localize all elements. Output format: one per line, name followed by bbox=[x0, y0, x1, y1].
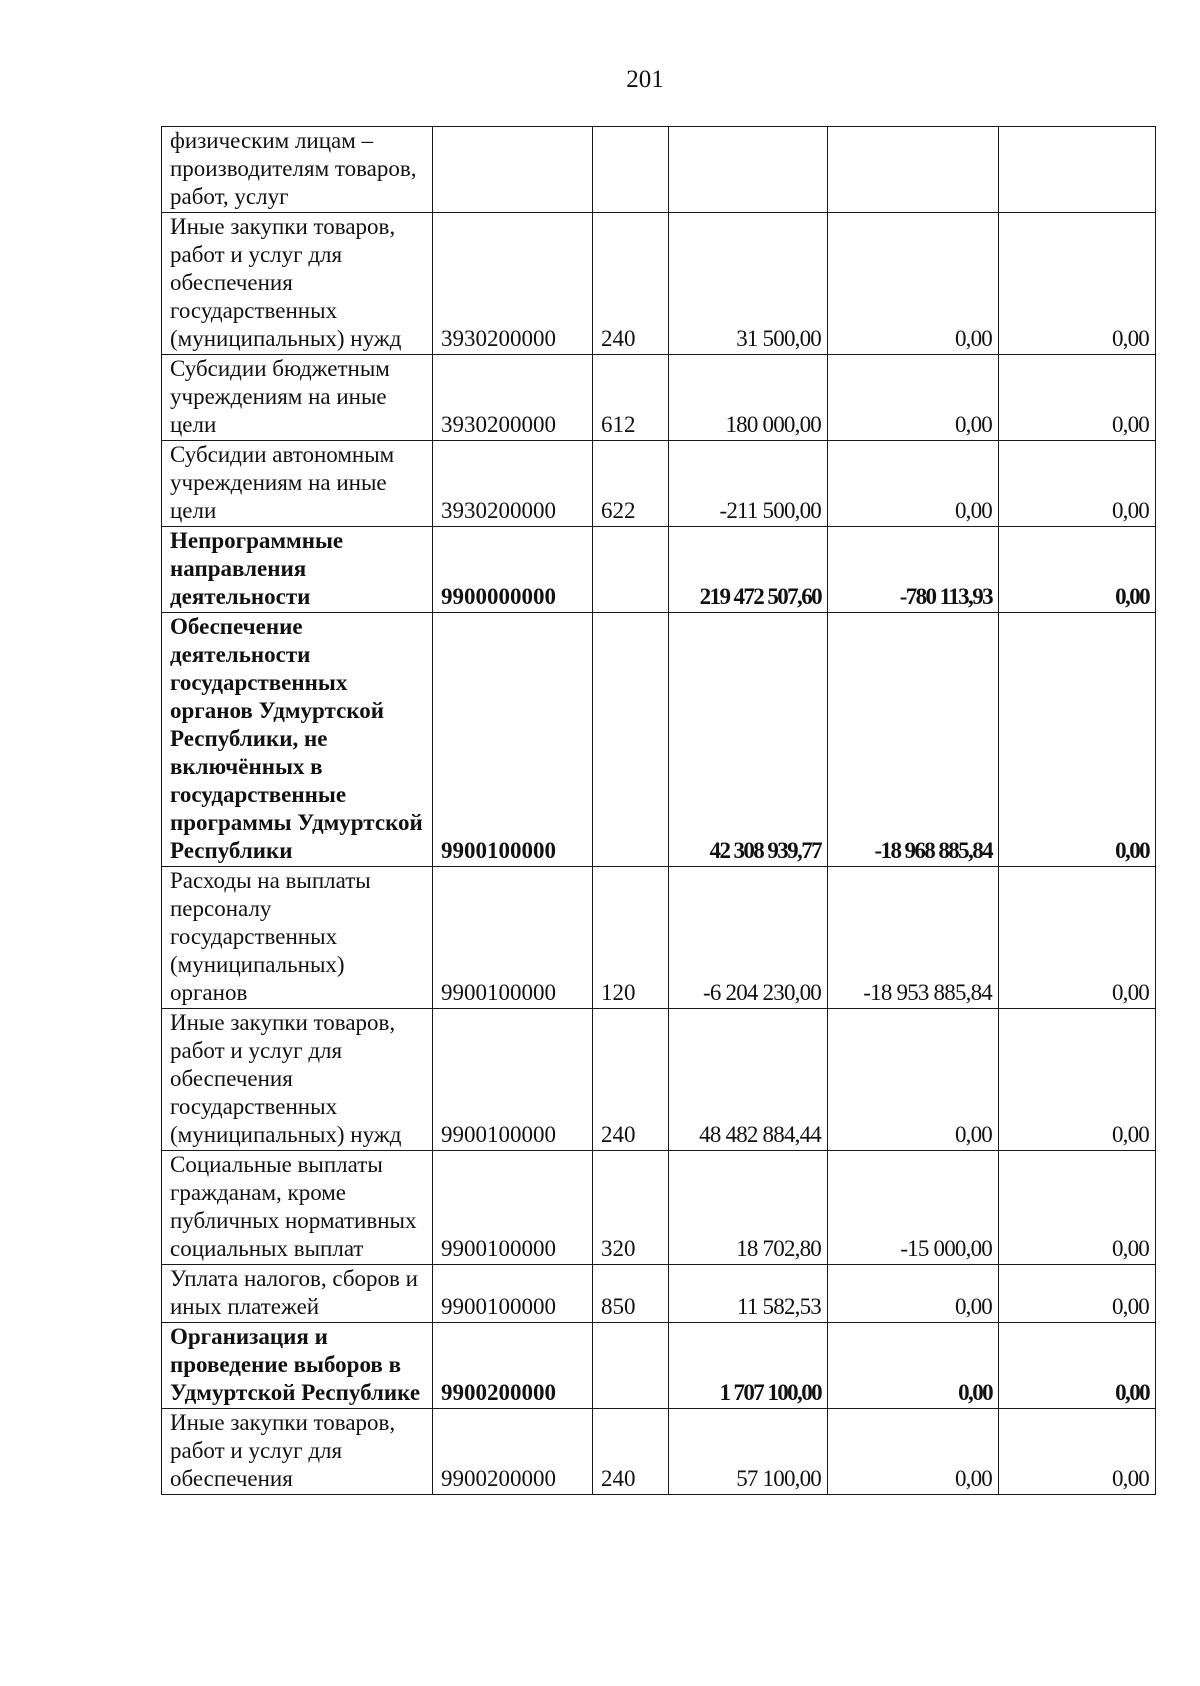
row-expense-type-cell bbox=[593, 527, 669, 613]
table-row bbox=[162, 1009, 1156, 1151]
row-amount-2-cell: -18 968 885,84 bbox=[828, 613, 999, 867]
row-name-cell: Непрограммные направления деятельности bbox=[162, 527, 433, 613]
row-amount-1-cell: 219 472 507,60 bbox=[669, 527, 828, 613]
table-row bbox=[162, 127, 1156, 213]
table-row bbox=[162, 213, 1156, 355]
row-amount-3-cell: 0,00 bbox=[999, 1265, 1156, 1323]
budget-table-body bbox=[162, 127, 1156, 1495]
row-expense-type-cell: 240 bbox=[593, 1009, 669, 1151]
row-amount-1-cell: 1 707 100,00 bbox=[669, 1323, 828, 1409]
row-expense-type-cell: 612 bbox=[593, 355, 669, 441]
row-name-cell: Субсидии бюджетным учреждениям на иные цели bbox=[162, 355, 433, 441]
row-amount-3-cell bbox=[999, 127, 1156, 213]
row-amount-3-cell: 0,00 bbox=[999, 527, 1156, 613]
row-expense-type-cell bbox=[593, 613, 669, 867]
row-amount-3-cell: 0,00 bbox=[999, 213, 1156, 355]
row-name-cell: Социальные выплаты гражданам, кроме публичных нормативных социальных выплат bbox=[162, 1151, 433, 1265]
table-row bbox=[162, 527, 1156, 613]
row-expense-type-cell bbox=[593, 1323, 669, 1409]
row-amount-3-cell: 0,00 bbox=[999, 1151, 1156, 1265]
row-expense-type-cell: 240 bbox=[593, 1409, 669, 1495]
row-code-cell: 9900100000 bbox=[433, 867, 593, 1009]
row-amount-1-cell: 48 482 884,44 bbox=[669, 1009, 828, 1151]
table-row bbox=[162, 441, 1156, 527]
row-expense-type-cell: 120 bbox=[593, 867, 669, 1009]
row-amount-1-cell: 18 702,80 bbox=[669, 1151, 828, 1265]
row-expense-type-cell bbox=[593, 127, 669, 213]
row-amount-2-cell: 0,00 bbox=[828, 1009, 999, 1151]
table-row bbox=[162, 355, 1156, 441]
row-amount-1-cell: 180 000,00 bbox=[669, 355, 828, 441]
row-amount-3-cell: 0,00 bbox=[999, 355, 1156, 441]
row-amount-1-cell bbox=[669, 127, 828, 213]
row-amount-1-cell: 57 100,00 bbox=[669, 1409, 828, 1495]
row-amount-1-cell: -6 204 230,00 bbox=[669, 867, 828, 1009]
row-code-cell: 3930200000 bbox=[433, 355, 593, 441]
row-amount-1-cell: 31 500,00 bbox=[669, 213, 828, 355]
row-name-cell: Иные закупки товаров, работ и услуг для обеспечения bbox=[162, 1409, 433, 1495]
row-amount-3-cell: 0,00 bbox=[999, 1323, 1156, 1409]
row-amount-2-cell: -18 953 885,84 bbox=[828, 867, 999, 1009]
row-amount-2-cell: -780 113,93 bbox=[828, 527, 999, 613]
row-name-cell: Обеспечение деятельности государственных органов Удмуртской Республики, не включённых в государственные программы Удмуртской Республики bbox=[162, 613, 433, 867]
row-code-cell: 9900000000 bbox=[433, 527, 593, 613]
row-amount-3-cell: 0,00 bbox=[999, 1009, 1156, 1151]
row-name-cell: физическим лицам – производителям товаров, работ, услуг bbox=[162, 127, 433, 213]
page-number: 201 bbox=[626, 66, 664, 93]
row-name-cell: Субсидии автономным учреждениям на иные цели bbox=[162, 441, 433, 527]
row-amount-1-cell: 42 308 939,77 bbox=[669, 613, 828, 867]
row-amount-3-cell: 0,00 bbox=[999, 441, 1156, 527]
row-name-cell: Иные закупки товаров, работ и услуг для обеспечения государственных (муниципальных) нужд bbox=[162, 213, 433, 355]
row-code-cell: 9900100000 bbox=[433, 1009, 593, 1151]
row-expense-type-cell: 622 bbox=[593, 441, 669, 527]
table-row bbox=[162, 1409, 1156, 1495]
budget-table bbox=[161, 126, 1156, 1495]
row-name-cell: Организация и проведение выборов в Удмуртской Республике bbox=[162, 1323, 433, 1409]
row-name-cell: Расходы на выплаты персоналу государственных (муниципальных) органов bbox=[162, 867, 433, 1009]
row-amount-2-cell: -15 000,00 bbox=[828, 1151, 999, 1265]
row-amount-3-cell: 0,00 bbox=[999, 613, 1156, 867]
table-row bbox=[162, 1151, 1156, 1265]
table-row bbox=[162, 867, 1156, 1009]
row-code-cell: 9900100000 bbox=[433, 613, 593, 867]
row-amount-3-cell: 0,00 bbox=[999, 867, 1156, 1009]
row-code-cell: 9900200000 bbox=[433, 1409, 593, 1495]
row-amount-1-cell: 11 582,53 bbox=[669, 1265, 828, 1323]
row-amount-2-cell: 0,00 bbox=[828, 1265, 999, 1323]
row-amount-2-cell bbox=[828, 127, 999, 213]
row-code-cell bbox=[433, 127, 593, 213]
table-row bbox=[162, 1323, 1156, 1409]
row-amount-2-cell: 0,00 bbox=[828, 213, 999, 355]
row-expense-type-cell: 240 bbox=[593, 213, 669, 355]
row-amount-2-cell: 0,00 bbox=[828, 1409, 999, 1495]
row-amount-1-cell: -211 500,00 bbox=[669, 441, 828, 527]
row-code-cell: 9900100000 bbox=[433, 1265, 593, 1323]
row-name-cell: Уплата налогов, сборов и иных платежей bbox=[162, 1265, 433, 1323]
row-code-cell: 9900200000 bbox=[433, 1323, 593, 1409]
row-amount-3-cell: 0,00 bbox=[999, 1409, 1156, 1495]
row-expense-type-cell: 850 bbox=[593, 1265, 669, 1323]
row-amount-2-cell: 0,00 bbox=[828, 1323, 999, 1409]
row-code-cell: 3930200000 bbox=[433, 213, 593, 355]
row-code-cell: 3930200000 bbox=[433, 441, 593, 527]
row-code-cell: 9900100000 bbox=[433, 1151, 593, 1265]
row-amount-2-cell: 0,00 bbox=[828, 355, 999, 441]
table-row bbox=[162, 613, 1156, 867]
row-name-cell: Иные закупки товаров, работ и услуг для обеспечения государственных (муниципальных) нужд bbox=[162, 1009, 433, 1151]
row-expense-type-cell: 320 bbox=[593, 1151, 669, 1265]
table-row bbox=[162, 1265, 1156, 1323]
row-amount-2-cell: 0,00 bbox=[828, 441, 999, 527]
